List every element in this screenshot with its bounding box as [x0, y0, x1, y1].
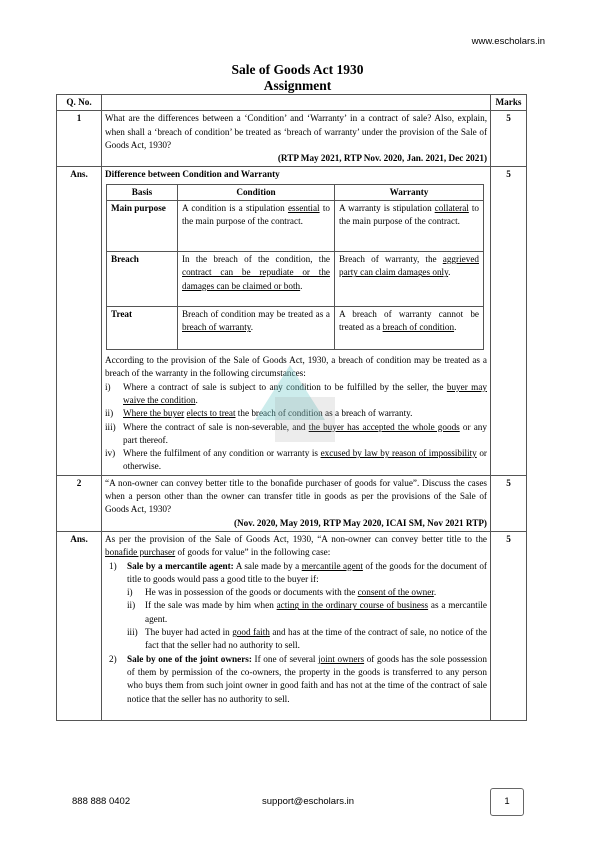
answer-marks: 5 [491, 531, 527, 720]
table-header-row [57, 95, 527, 111]
question-reference: (Nov. 2020, May 2019, RTP May 2020, ICAI SM, Nov 2021 RTP) [233, 517, 487, 528]
warranty-cell: A warranty is stipulation collateral to the main purpose of the contract. [335, 201, 484, 252]
basis-cell: Treat [107, 307, 178, 350]
answer-row-2 [57, 531, 527, 720]
page-number: 1 [490, 788, 524, 816]
comparison-row [107, 307, 484, 350]
question-text: What are the differences between a ‘Condition’ and ‘Warranty’ in a contract of sale? Also, explain, when shall a ‘breach of condition’ be treated as ‘breach of warranty’ under the provision of the Sale of Goods Act, 1930? [105, 113, 487, 150]
comparison-row [107, 201, 484, 252]
question-row-2 [57, 475, 527, 531]
marks-header: Marks [491, 95, 527, 111]
list-item: 1) Sale by a mercantile agent: A sale made by a mercantile agent of the goods for the document of title to goods would pass a good title to the buyer if: [109, 560, 487, 584]
answer-heading: Difference between Condition and Warranty [105, 169, 280, 180]
watermark-logo [230, 355, 370, 475]
question-header [102, 95, 491, 111]
question-text: “A non-owner can convey better title to the bonafide purchaser of goods for value”. Discuss the cases when a person other than the owner can transfer title in goods as per the provisions of the Sale of Goods Act, 1930? [105, 477, 487, 515]
title-line-1: Sale of Goods Act 1930 [231, 62, 364, 77]
answer-marks: 5 [491, 167, 527, 475]
qno-header: Q. No. [57, 95, 102, 111]
question-reference: (RTP May 2021, RTP Nov. 2020, Jan. 2021, Dec 2021) [277, 153, 487, 164]
question-marks: 5 [491, 475, 527, 531]
page-title [0, 62, 595, 94]
list-item: i) Where a contract of sale is subject to any condition to be fulfilled by the seller, the buyer may waive the condition. [105, 381, 487, 405]
basis-header: Basis [107, 184, 178, 200]
comparison-row [107, 252, 484, 307]
condition-cell: A condition is a stipulation essential to the main purpose of the contract. [178, 201, 335, 252]
title-line-2: Assignment [263, 78, 332, 93]
list-item: iv) Where the fulfilment of any condition or warranty is excused by law by reason of impossibility or otherwise. [105, 448, 487, 472]
footer-phone: 888 888 0402 [72, 796, 131, 807]
sub-list-item: ii) If the sale was made by him when acting in the ordinary course of business as a mercantile agent. [127, 600, 488, 624]
warranty-cell: Breach of warranty, the aggrieved party can claim damages only. [335, 252, 484, 307]
list-item: iii) Where the contract of sale is non-severable, and the buyer has accepted the whole goods or any part thereof. [105, 421, 487, 445]
condition-cell: Breach of condition may be treated as a breach of warranty. [178, 307, 335, 350]
basis-cell: Main purpose [107, 201, 178, 252]
comparison-header [107, 184, 484, 200]
answer-intro: As per the provision of the Sale of Goods Act, 1930, “A non-owner can convey better title to the bonafide purchaser of goods for value” in the following case: [105, 533, 487, 558]
answer-label: Ans. [57, 531, 102, 720]
answer-label: Ans. [57, 167, 102, 475]
footer-email: support@escholars.in [262, 796, 355, 807]
question-number: 1 [57, 111, 102, 167]
site-url: www.escholars.in [471, 36, 545, 47]
question-number: 2 [57, 475, 102, 531]
sub-list-item: i) He was in possession of the goods or documents with the consent of the owner. [127, 587, 437, 598]
list-item: ii) Where the buyer elects to treat the breach of condition as a breach of warranty. [105, 408, 413, 419]
question-marks: 5 [491, 111, 527, 167]
question-row-1 [57, 111, 527, 167]
warranty-cell: A breach of warranty cannot be treated as a breach of condition. [335, 307, 484, 350]
sub-list-item: iii) The buyer had acted in good faith and has at the time of the contract of sale, no notice of the fact that the seller had no authority to sell. [127, 627, 487, 651]
list-item: 2) Sale by one of the joint owners: If one of several joint owners of goods has the sole possession of them by permission of the co-owners, the property in the goods is transferred to any person who buys them from such joint owner in good faith and has not at the time of the contract of sale notice that the seller has no authority to sell. [109, 653, 487, 704]
condition-header: Condition [178, 184, 335, 200]
basis-cell: Breach [107, 252, 178, 307]
condition-cell: In the breach of the condition, the contract can be repudiate or the damages can be claimed or both. [178, 252, 335, 307]
comparison-table [106, 184, 484, 350]
warranty-header: Warranty [335, 184, 484, 200]
answer-intro: According to the provision of the Sale of Goods Act, 1930, a breach of condition may be treated as a breach of the warranty in the following circumstances: [105, 355, 487, 379]
